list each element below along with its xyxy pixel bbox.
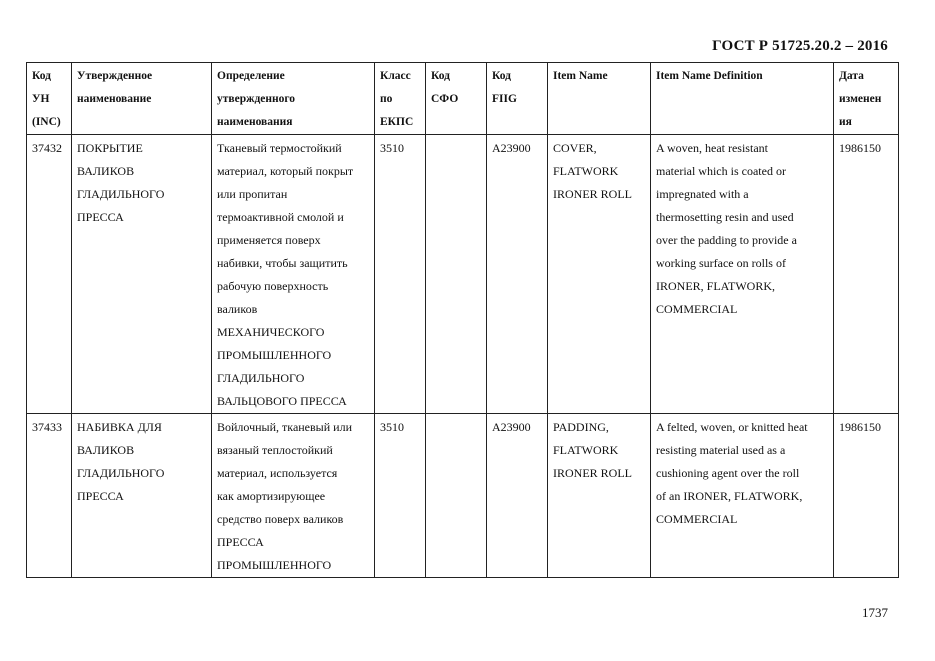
header-inc: Код УН (INC): [27, 63, 72, 135]
cell-approved-name: НАБИВКА ДЛЯ ВАЛИКОВ ГЛАДИЛЬНОГО ПРЕССА: [72, 414, 212, 578]
cell-definition: Войлочный, тканевый или вязаный теплостойкий материал, используется как амортизирующее средство поверх валиков ПРЕССА ПРОМЫШЛЕННОГО: [212, 414, 375, 578]
header-item-name: Item Name: [548, 63, 651, 135]
cell-date: 1986150: [834, 135, 899, 414]
cell-date: 1986150: [834, 414, 899, 578]
header-approved-name: Утвержденное наименование: [72, 63, 212, 135]
specification-table: [26, 62, 899, 578]
table-row: [27, 414, 899, 578]
cell-definition: Тканевый термостойкий материал, который покрыт или пропитан термоактивной смолой и применяется поверх набивки, чтобы защитить рабочую поверхность валиков МЕХАНИЧЕСКОГО ПРОМЫШЛЕННОГО ГЛАДИЛЬНОГО ВАЛЬЦОВОГО ПРЕССА: [212, 135, 375, 414]
cell-class: 3510: [375, 414, 426, 578]
table-header-row: [27, 63, 899, 135]
page-number: 1737: [862, 605, 888, 620]
cell-sfo: [426, 414, 487, 578]
header-class: Класс по ЕКПС: [375, 63, 426, 135]
header-item-definition: Item Name Definition: [651, 63, 834, 135]
cell-item-name: COVER, FLATWORK IRONER ROLL: [548, 135, 651, 414]
header-sfo: Код СФО: [426, 63, 487, 135]
cell-inc: 37433: [27, 414, 72, 578]
header-definition: Определение утвержденного наименования: [212, 63, 375, 135]
table-row: [27, 135, 899, 414]
cell-fiig: A23900: [487, 135, 548, 414]
cell-approved-name: ПОКРЫТИЕ ВАЛИКОВ ГЛАДИЛЬНОГО ПРЕССА: [72, 135, 212, 414]
cell-inc: 37432: [27, 135, 72, 414]
cell-item-definition: A woven, heat resistant material which is coated or impregnated with a thermosetting resin and used over the padding to provide a working surface on rolls of IRONER, FLATWORK, COMMERCIAL: [651, 135, 834, 414]
header-fiig: Код FIIG: [487, 63, 548, 135]
cell-item-definition: A felted, woven, or knitted heat resisting material used as a cushioning agent over the roll of an IRONER, FLATWORK, COMMERCIAL: [651, 414, 834, 578]
document-standard-title: ГОСТ Р 51725.20.2 – 2016: [712, 38, 888, 54]
cell-sfo: [426, 135, 487, 414]
cell-item-name: PADDING, FLATWORK IRONER ROLL: [548, 414, 651, 578]
cell-class: 3510: [375, 135, 426, 414]
header-date: Дата изменен ия: [834, 63, 899, 135]
cell-fiig: A23900: [487, 414, 548, 578]
